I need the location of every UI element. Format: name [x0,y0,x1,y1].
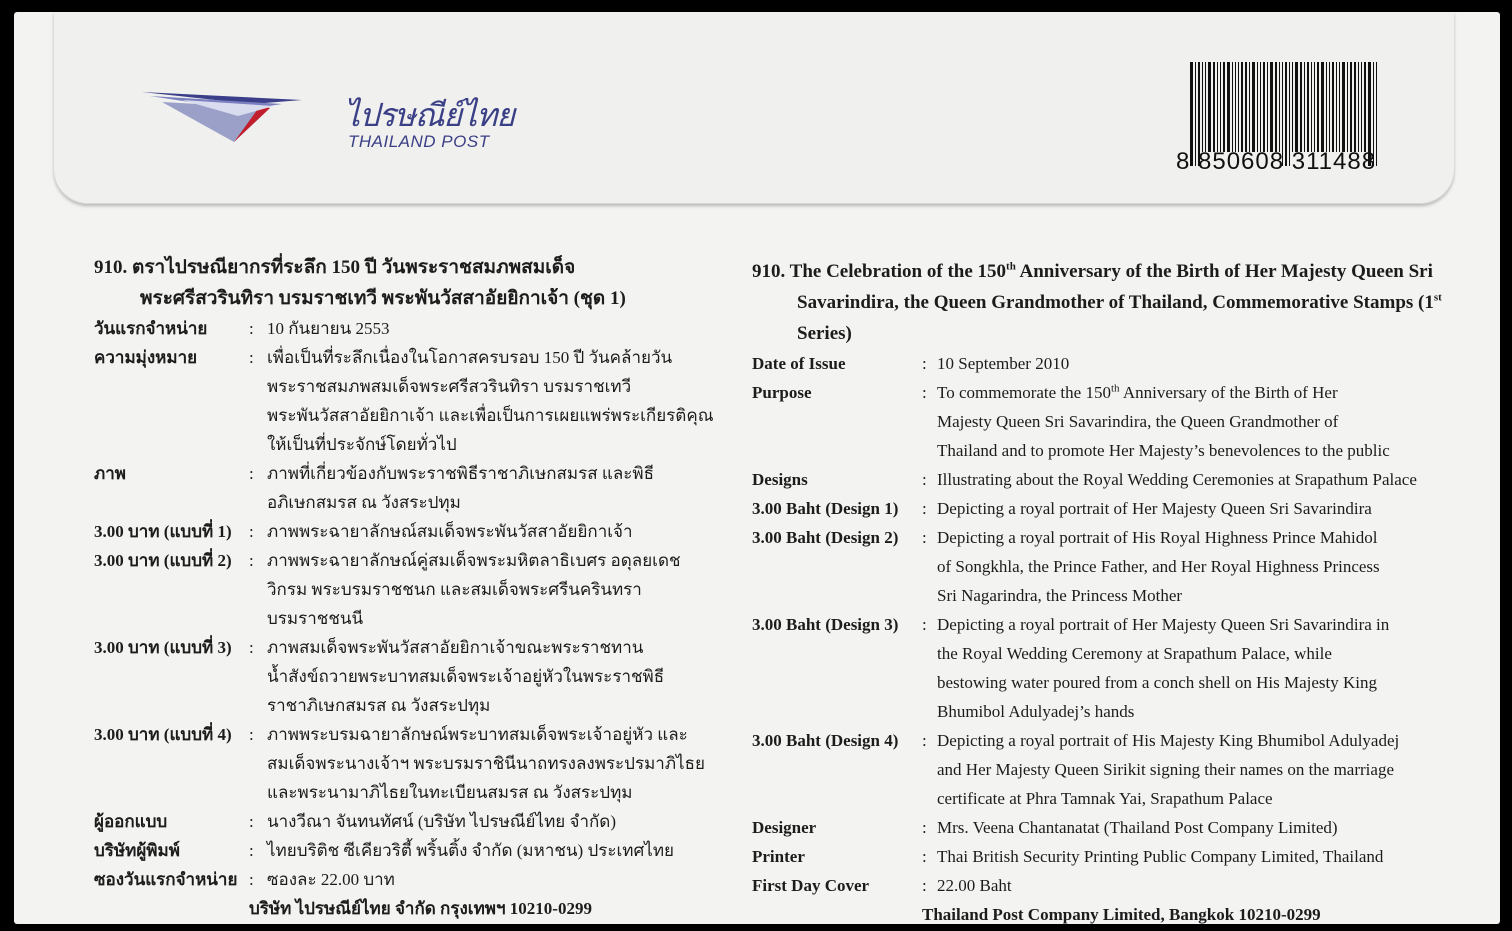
row-value: ไทยบริติช ซีเคียวริตี้ พริ้นติ้ง จำกัด (มหาชน) ประเทศไทย [267,841,675,860]
row-value: ภาพที่เกี่ยวข้องกับพระราชพิธีราชาภิเษกสมรส และพิธี อภิเษกสมรส ณ วังสระปทุม [267,464,654,512]
row-label: บริษัทผู้พิมพ์ [94,841,180,860]
barcode-bar [1260,62,1261,152]
english-footer: Thailand Post Company Limited, Bangkok 10210-0299 [922,905,1321,924]
row-value: To commemorate the 150th Anniversary of the Birth of Her Majesty Queen Sri Savarindira, the Queen Grandmother of Thailand and to promote Her Majesty’s benevolences to the public [937,382,1390,460]
thai-title-line-1: 910. ตราไปรษณียากรที่ระลึก 150 ปี วันพระราชสมภพสมเด็จ [94,257,576,278]
thai-row: 3.00 บาท (แบบที่ 3) : ภาพสมเด็จพระพันวัสสาอัยยิกาเจ้าขณะพระราชทาน น้ำสังข์ถวายพระบาทสมเด็จพระเจ้าอยู่หัวในพระราชพิธี ราชาภิเษกสมรส ณ วังสระปทุม [94,633,734,720]
english-row: 3.00 Baht (Design 1) : Depicting a royal portrait of Her Majesty Queen Sri Savarindira [752,494,1482,523]
row-value: ภาพสมเด็จพระพันวัสสาอัยยิกาเจ้าขณะพระราชทาน น้ำสังข์ถวายพระบาทสมเด็จพระเจ้าอยู่หัวในพระราชพิธี ราชาภิเษกสมรส ณ วังสระปทุม [267,638,665,715]
barcode-bar [1275,62,1277,152]
barcode-bar [1249,62,1250,152]
row-label: 3.00 บาท (แบบที่ 4) [94,725,232,744]
barcode-bar [1202,62,1203,152]
barcode-bar [1364,62,1366,152]
barcode-bar [1279,62,1280,152]
thai-row: ผู้ออกแบบ : นางวีณา จันทนทัศน์ (บริษัท ไปรษณีย์ไทย จำกัด) [94,807,734,836]
english-description [752,256,1482,924]
logo-thai-text: ไปรษณีย์ไทย [344,97,515,133]
barcode-bar [1223,62,1225,152]
barcode-bar [1317,62,1319,152]
row-value: ภาพพระบรมฉายาลักษณ์พระบาทสมเด็จพระเจ้าอยู่หัว และ สมเด็จพระนางเจ้าฯ พระบรมราชินีนาถทรงลงพระปรมาภิไธย และพระนามาภิไธยในทะเบียนสมรส ณ วังสระปทุม [267,725,705,802]
barcode-bar [1205,62,1206,152]
barcode-bar [1238,62,1239,152]
thai-row: 3.00 บาท (แบบที่ 2) : ภาพพระฉายาลักษณ์คู่สมเด็จพระมหิตลาธิเบศร อดุลยเดช วิกรม พระบรมราชชนก และสมเด็จพระศรีนครินทรา บรมราชชนนี [94,546,734,633]
barcode-bar [1354,62,1356,152]
row-value: Depicting a royal portrait of His Majesty King Bhumibol Adulyadej and Her Majesty Queen Sirikit signing their names on the marriage certificate at Phra Tamnak Yai, Srapathum Palace [937,731,1400,808]
row-label: 3.00 Baht (Design 2) [752,528,899,547]
barcode-bar [1220,62,1221,152]
barcode-bar [1332,62,1334,152]
thai-footer: บริษัท ไปรษณีย์ไทย จำกัด กรุงเทพฯ 10210-0299 [249,899,592,918]
thai-row: 3.00 บาท (แบบที่ 1) : ภาพพระฉายาลักษณ์สมเด็จพระพันวัสสาอัยยิกาเจ้า [94,517,734,546]
barcode-bar [1232,62,1233,152]
english-row-date: Date of Issue : 10 September 2010 [752,349,1482,378]
english-row: Designer : Mrs. Veena Chantanatat (Thailand Post Company Limited) [752,813,1482,842]
barcode-bar [1263,62,1265,152]
barcode-bar [1342,62,1345,152]
row-value: Depicting a royal portrait of Her Majesty Queen Sri Savarindira [937,499,1372,518]
barcode-bar [1241,62,1243,152]
envelope-back [14,12,1500,924]
barcode-bar [1376,62,1377,166]
row-label: Designs [752,470,808,489]
barcode-bar [1213,62,1215,152]
row-label: Printer [752,847,805,866]
barcode-bar [1347,62,1348,152]
barcode-bar [1321,62,1324,152]
barcode-bar [1252,62,1255,152]
row-label: ผู้ออกแบบ [94,812,168,831]
barcode-bar [1217,62,1218,152]
row-value: Depicting a royal portrait of Her Majesty Queen Sri Savarindira in the Royal Wedding Ceremony at Srapathum Palace, while bestowing water poured from a conch shell on His Majesty King Bhumibol Adulyadej’s hands [937,615,1390,721]
barcode-bar [1311,62,1312,152]
row-label: 3.00 บาท (แบบที่ 1) [94,522,232,541]
row-value: นางวีณา จันทนทัศน์ (บริษัท ไปรษณีย์ไทย จำกัด) [267,812,616,831]
thai-detail-rows [94,314,734,894]
row-value: ภาพพระฉายาลักษณ์คู่สมเด็จพระมหิตลาธิเบศร อดุลยเดช วิกรม พระบรมราชชนก และสมเด็จพระศรีนครินทรา บรมราชชนนี [267,551,681,628]
row-label: First Day Cover [752,876,870,895]
row-label: 3.00 Baht (Design 4) [752,731,899,750]
row-value: ภาพพระฉายาลักษณ์สมเด็จพระพันวัสสาอัยยิกาเจ้า [267,522,633,541]
barcode-bar [1245,62,1247,152]
english-row: Designs : Illustrating about the Royal Wedding Ceremonies at Srapathum Palace [752,465,1482,494]
row-value: 10 September 2010 [937,354,1070,373]
thai-row: ภาพ : ภาพที่เกี่ยวข้องกับพระราชพิธีราชาภิเษกสมรส และพิธี อภิเษกสมรส ณ วังสระปทุม [94,459,734,517]
logo-english-text: THAILAND POST [348,132,490,151]
barcode-bar [1304,62,1305,152]
barcode-bar [1227,62,1230,152]
barcode-bar [1329,62,1330,152]
barcode-bar [1336,62,1337,152]
thai-row: วันแรกจำหน่าย : 10 กันยายน 2553 [94,314,734,343]
english-title-line-1: 910. The Celebration of the 150th Anniversary of the Birth of Her Majesty Queen Sri [752,260,1433,282]
row-value: Thai British Security Printing Public Company Limited, Thailand [937,847,1384,866]
row-label: ความมุ่งหมาย [94,348,198,367]
barcode-bar [1295,62,1298,152]
thai-row: ความมุ่งหมาย : เพื่อเป็นที่ระลึกเนื่องในโอกาสครบรอบ 150 ปี วันคล้ายวัน พระราชสมภพสมเด็จพระศรีสวรินทิรา บรมราชเทวี พระพันวัสสาอัยยิกาเจ้า และเพื่อเป็นการเผยแพร่พระเกียรติคุณ ให้เป็นที่ประจักษ์โดยทั่วไป [94,343,734,459]
english-row-purpose: Purpose : To commemorate the 150th Anniversary of the Birth of Her Majesty Queen Sri Savarindira, the Queen Grandmother of Thailand and to promote Her Majesty’s benevolences to the public [752,378,1482,465]
row-value: 10 กันยายน 2553 [267,319,390,338]
row-label: Purpose [752,383,812,402]
barcode-bar [1292,62,1293,152]
thailand-post-logo-icon [142,90,302,150]
row-label: 3.00 บาท (แบบที่ 3) [94,638,232,657]
english-row: 3.00 Baht (Design 3) : Depicting a royal portrait of Her Majesty Queen Sri Savarindira in the Royal Wedding Ceremony at Srapathum Palace, while bestowing water poured from a conch shell on His Majesty King Bhumibol Adulyadej’s hands [752,610,1482,726]
barcode [1176,62,1412,178]
english-title-line-2: Savarindira, the Queen Grandmother of Thailand, Commemorative Stamps (1st Series) [797,291,1442,344]
thai-row: 3.00 บาท (แบบที่ 4) : ภาพพระบรมฉายาลักษณ์พระบาทสมเด็จพระเจ้าอยู่หัว และ สมเด็จพระนางเจ้าฯ พระบรมราชินีนาถทรงลงพระปรมาภิไธย และพระนามาภิไธยในทะเบียนสมรส ณ วังสระปทุม [94,720,734,807]
barcode-bar [1314,62,1315,152]
barcode-bar [1350,62,1352,152]
row-label: ภาพ [94,464,126,483]
barcode-bar [1235,62,1236,152]
thai-row: บริษัทผู้พิมพ์ : ไทยบริติช ซีเคียวริตี้ พริ้นติ้ง จำกัด (มหาชน) ประเทศไทย [94,836,734,865]
row-label: ซองวันแรกจำหน่าย [94,870,238,889]
row-label: Date of Issue [752,354,846,373]
english-row: 3.00 Baht (Design 2) : Depicting a royal portrait of His Royal Highness Prince Mahidol of Songkhla, the Prince Father, and Her Royal Highness Princess Sri Nagarindra, the Princess Mother [752,523,1482,610]
barcode-bar [1270,62,1273,152]
row-value: เพื่อเป็นที่ระลึกเนื่องในโอกาสครบรอบ 150 ปี วันคล้ายวัน พระราชสมภพสมเด็จพระศรีสวรินทิรา บรมราชเทวี พระพันวัสสาอัยยิกาเจ้า และเพื่อเป็นการเผยแพร่พระเกียรติคุณ ให้เป็นที่ประจักษ์โดยทั่วไป [267,348,714,454]
english-detail-rows [752,465,1482,900]
barcode-bar [1339,62,1340,152]
barcode-bars [1190,62,1379,152]
row-label: 3.00 บาท (แบบที่ 2) [94,551,232,570]
row-label: 3.00 Baht (Design 3) [752,615,899,634]
barcode-bar [1358,62,1359,152]
thai-title-line-2: พระศรีสวรินทิรา บรมราชเทวี พระพันวัสสาอัยยิกาเจ้า (ชุด 1) [140,288,626,309]
row-value: Mrs. Veena Chantanatat (Thailand Post Company Limited) [937,818,1338,837]
barcode-bar [1267,62,1268,152]
row-label: Designer [752,818,817,837]
barcode-bar [1326,62,1327,152]
row-label: วันแรกจำหน่าย [94,319,208,338]
thai-description [94,252,734,923]
row-value: Illustrating about the Royal Wedding Ceremonies at Srapathum Palace [937,470,1417,489]
barcode-number: 8 850608 311488 [1176,148,1377,175]
english-row: Printer : Thai British Security Printing Public Company Limited, Thailand [752,842,1482,871]
barcode-bar [1208,62,1211,152]
barcode-bar [1361,62,1362,152]
thai-row: ซองวันแรกจำหน่าย : ซองละ 22.00 บาท [94,865,734,894]
barcode-bar [1300,62,1302,152]
row-value: Depicting a royal portrait of His Royal Highness Prince Mahidol of Songkhla, the Prince Father, and Her Royal Highness Princess Sri Nagarindra, the Princess Mother [937,528,1380,605]
barcode-bar [1307,62,1309,152]
row-value: ซองละ 22.00 บาท [267,870,395,889]
row-label: 3.00 Baht (Design 1) [752,499,899,518]
english-row: First Day Cover : 22.00 Baht [752,871,1482,900]
english-row: 3.00 Baht (Design 4) : Depicting a royal portrait of His Majesty King Bhumibol Adulyadej and Her Majesty Queen Sirikit signing their names on the marriage certificate at Phra Tamnak Yai, Srapathum Palace [752,726,1482,813]
barcode-bar [1257,62,1258,152]
row-value: 22.00 Baht [937,876,1012,895]
